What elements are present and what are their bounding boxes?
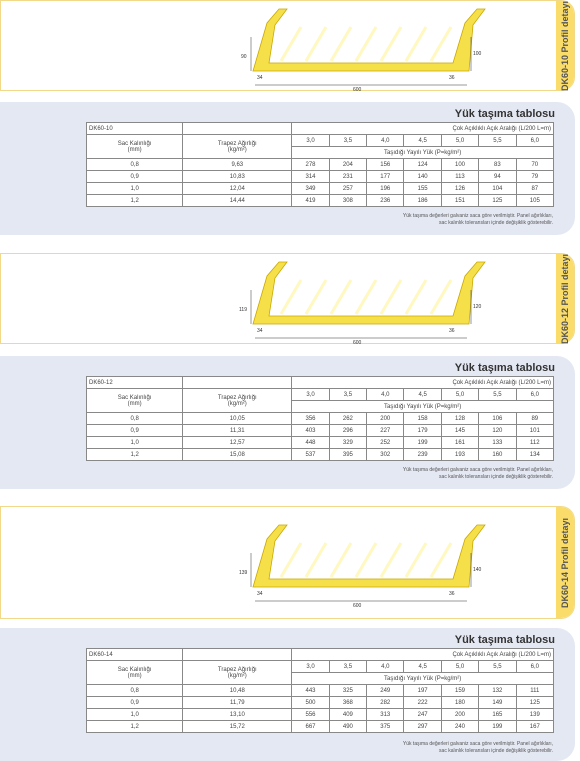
profile-panel-2 xyxy=(0,253,575,344)
span-cell: 4,0 xyxy=(367,135,404,147)
thickness-header: Sac Kalınlığı (mm) xyxy=(87,389,183,413)
span-header: Çok Açıklıklı Açık Aralığı (L/200 L=m) xyxy=(292,649,554,661)
profile-shape-2 xyxy=(253,262,485,324)
height-left-label: 90 xyxy=(241,54,247,60)
span-header: Çok Açıklıklı Açık Aralığı (L/200 L=m) xyxy=(292,377,554,389)
table-note: Yük taşıma değerleri galvaniz saca göre verilmiştir. Panel ağırlıkları, sac kalınlık toleransları içinde değişiklik gösterebilir. xyxy=(402,741,553,754)
table-title: Yük taşıma tablosu xyxy=(454,634,555,646)
profile-title: DK60-14 Profil detayı xyxy=(560,517,570,608)
height-right-label: 100 xyxy=(473,51,482,57)
span-cell: 4,0 xyxy=(367,661,404,673)
table-row: 1,0 12,04 349 257 196 155 126 104 87 xyxy=(87,183,554,195)
table-name: DK60-14 xyxy=(87,649,183,661)
profile-drawing-2 xyxy=(241,254,541,345)
table-row: 1,2 14,44 419 308 236 186 151 125 105 xyxy=(87,195,554,207)
table-row: 0,8 10,05 356 262 200 158 128 106 89 xyxy=(87,413,554,425)
table-note: Yük taşıma değerleri galvaniz saca göre verilmiştir. Panel ağırlıkları, sac kalınlık toleransları içinde değişiklik gösterebilir. xyxy=(402,467,553,480)
load-header: Taşıdığı Yayılı Yük (P=kg/m²) xyxy=(292,401,554,413)
span-cell: 5,5 xyxy=(479,135,516,147)
span-cell: 5,5 xyxy=(479,661,516,673)
table-note: Yük taşıma değerleri galvaniz saca göre verilmiştir. Panel ağırlıkları, sac kalınlık toleransları içinde değişiklik gösterebilir. xyxy=(402,213,553,226)
span-cell: 5,0 xyxy=(441,389,478,401)
load-table-2 xyxy=(86,376,554,461)
span-cell: 4,5 xyxy=(404,661,441,673)
table-row: 1,2 15,72 667 490 375 297 240 199 167 xyxy=(87,721,554,733)
load-table-1 xyxy=(86,122,554,207)
thickness-header: Sac Kalınlığı (mm) xyxy=(87,661,183,685)
table-row: 0,8 9,63 278 204 156 124 100 83 70 xyxy=(87,159,554,171)
profile-tab-3 xyxy=(556,507,574,618)
table-row: 0,8 10,48 443 325 249 197 159 132 111 xyxy=(87,685,554,697)
flange-right-label: 36 xyxy=(449,328,455,334)
table-panel-1 xyxy=(0,102,575,235)
table-row: 1,2 15,08 537 395 302 239 193 160 134 xyxy=(87,449,554,461)
load-table-3 xyxy=(86,648,554,733)
width-label: 600 xyxy=(353,87,362,93)
profile-drawing-3 xyxy=(241,517,541,608)
span-cell: 6,0 xyxy=(516,661,553,673)
span-cell: 5,0 xyxy=(441,661,478,673)
span-cell: 3,5 xyxy=(329,135,366,147)
span-cell: 4,5 xyxy=(404,135,441,147)
load-header: Taşıdığı Yayılı Yük (P=kg/m²) xyxy=(292,147,554,159)
span-cell: 6,0 xyxy=(516,389,553,401)
span-cell: 3,0 xyxy=(292,661,329,673)
table-panel-2 xyxy=(0,356,575,489)
table-name: DK60-12 xyxy=(87,377,183,389)
profile-title: DK60-12 Profil detayı xyxy=(560,253,570,344)
flange-right-label: 36 xyxy=(449,75,455,81)
table-title: Yük taşıma tablosu xyxy=(454,362,555,374)
profile-panel-1 xyxy=(0,0,575,91)
span-cell: 4,0 xyxy=(367,389,404,401)
span-cell: 3,0 xyxy=(292,389,329,401)
span-header: Çok Açıklıklı Açık Aralığı (L/200 L=m) xyxy=(292,123,554,135)
profile-tab-2 xyxy=(556,254,574,343)
table-row: 0,9 11,79 500 368 282 222 180 149 125 xyxy=(87,697,554,709)
span-cell: 4,5 xyxy=(404,389,441,401)
profile-shape-1 xyxy=(253,9,485,71)
height-left-label: 139 xyxy=(239,570,248,576)
height-right-label: 120 xyxy=(473,304,482,310)
thickness-header: Sac Kalınlığı (mm) xyxy=(87,135,183,159)
profile-tab-1 xyxy=(556,1,574,90)
load-header: Taşıdığı Yayılı Yük (P=kg/m²) xyxy=(292,673,554,685)
weight-header: Trapez Ağırlığı (kg/m²) xyxy=(183,661,292,685)
span-cell: 5,5 xyxy=(479,389,516,401)
table-title: Yük taşıma tablosu xyxy=(454,108,555,120)
flange-left-label: 34 xyxy=(257,75,263,81)
flange-left-label: 34 xyxy=(257,328,263,334)
profile-shape-3 xyxy=(253,525,485,587)
span-cell: 3,5 xyxy=(329,389,366,401)
width-label: 600 xyxy=(353,603,362,609)
width-label: 600 xyxy=(353,340,362,346)
table-row: 1,0 13,10 556 409 313 247 200 165 139 xyxy=(87,709,554,721)
flange-right-label: 36 xyxy=(449,591,455,597)
table-row: 1,0 12,57 448 329 252 199 161 133 112 xyxy=(87,437,554,449)
height-left-label: 119 xyxy=(239,307,247,313)
flange-left-label: 34 xyxy=(257,591,263,597)
profile-title: DK60-10 Profil detayı xyxy=(560,0,570,91)
weight-header: Trapez Ağırlığı (kg/m²) xyxy=(183,389,292,413)
weight-header: Trapez Ağırlığı (kg/m²) xyxy=(183,135,292,159)
table-panel-3 xyxy=(0,628,575,761)
span-cell: 6,0 xyxy=(516,135,553,147)
span-cell: 3,5 xyxy=(329,661,366,673)
table-name: DK60-10 xyxy=(87,123,183,135)
height-right-label: 140 xyxy=(473,567,482,573)
profile-drawing-1 xyxy=(241,1,541,92)
table-row: 0,9 11,31 403 296 227 179 145 120 101 xyxy=(87,425,554,437)
profile-panel-3 xyxy=(0,506,575,619)
span-cell: 3,0 xyxy=(292,135,329,147)
table-row: 0,9 10,83 314 231 177 140 113 94 79 xyxy=(87,171,554,183)
span-cell: 5,0 xyxy=(441,135,478,147)
